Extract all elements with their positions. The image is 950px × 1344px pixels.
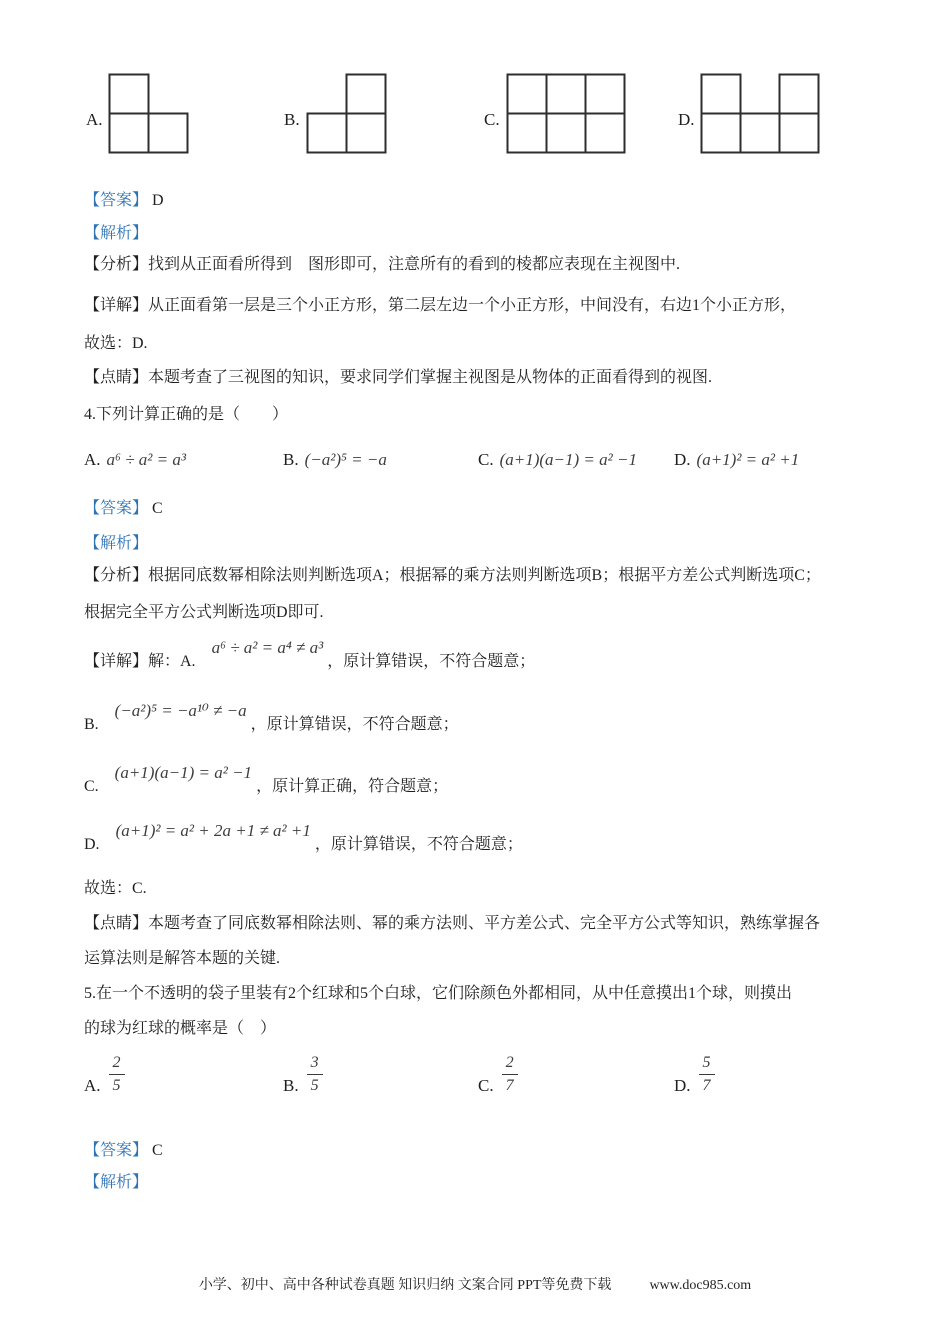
fraction-numerator: 3	[307, 1053, 323, 1075]
q4-detail-a-prefix: 【详解】解：A.	[84, 653, 196, 670]
q5-option-c-label: C.	[478, 1076, 494, 1095]
q5-answer-line	[84, 1140, 163, 1162]
q4-option-b-label: B.	[283, 450, 299, 469]
q5-option-a-fraction	[109, 1053, 125, 1096]
q3-guxuan-line: 故选：D.	[84, 335, 148, 352]
q4-option-d	[674, 448, 799, 472]
q5-jiexi-line	[84, 1172, 148, 1194]
q4-option-a-label: A.	[84, 450, 101, 469]
q4-dianjing-line1: 【点睛】本题考查了同底数幂相除法则、幂的乘方法则、平方差公式、完全平方公式等知识，熟练掌握各	[84, 915, 821, 932]
q4-answer-value: C	[152, 500, 163, 517]
q5-option-b-fraction	[307, 1053, 323, 1096]
q3-option-b	[284, 73, 387, 159]
q5-title-line2: 的球为红球的概率是（ ）	[84, 1020, 277, 1037]
fraction-numerator: 5	[699, 1053, 715, 1075]
q4-option-a-formula: a⁶ ÷ a² = a³	[106, 450, 186, 469]
q3-xiangjie-line: 【详解】从正面看第一层是三个小正方形，第二层左边一个小正方形，中间没有，右边1个小正方形，	[84, 297, 797, 314]
q5-option-c	[478, 1053, 518, 1096]
q3-answer-value: D	[152, 192, 164, 209]
q3-option-d	[678, 73, 820, 159]
q4-option-d-formula: (a+1)² = a² +1	[696, 450, 800, 469]
q4-answer-line	[84, 498, 163, 520]
q4-dianjing-line2: 运算法则是解答本题的关键.	[84, 950, 281, 967]
q4-detail-c-formula: (a+1)(a−1) = a² −1	[114, 763, 253, 782]
q3-option-d-figure	[700, 73, 820, 159]
answer-bracket-label: 【答案】	[84, 500, 149, 517]
q5-option-b	[283, 1053, 323, 1096]
q4-option-c	[478, 448, 637, 472]
q5-option-a-label: A.	[84, 1076, 101, 1095]
q4-detail-d	[84, 821, 523, 856]
q3-jiexi-line	[84, 223, 148, 245]
q4-option-b	[283, 448, 387, 472]
jiexi-bracket-label: 【解析】	[84, 225, 149, 242]
jiexi-bracket-label: 【解析】	[84, 535, 149, 552]
q4-detail-c-prefix: C.	[84, 778, 99, 795]
q4-detail-d-formula: (a+1)² = a² + 2a +1 ≠ a² +1	[115, 821, 311, 840]
q5-option-c-fraction	[502, 1053, 518, 1096]
q4-detail-a-formula: a⁶ ÷ a² = a⁴ ≠ a³	[211, 638, 324, 657]
q4-option-c-label: C.	[478, 450, 494, 469]
q4-option-d-label: D.	[674, 450, 691, 469]
q3-option-c-figure	[506, 73, 626, 159]
q4-detail-c-tail: ，原计算正确，符合题意；	[256, 778, 449, 795]
q4-detail-a-tail: ，原计算错误，不符合题意；	[327, 653, 536, 670]
q4-option-a	[84, 448, 186, 472]
answer-bracket-label: 【答案】	[84, 192, 149, 209]
q4-guxuan-line: 故选：C.	[84, 880, 147, 897]
q4-detail-a	[84, 638, 536, 673]
q5-option-d-fraction	[699, 1053, 715, 1096]
q3-option-d-label: D.	[678, 110, 695, 129]
q5-option-d	[674, 1053, 715, 1096]
q4-detail-d-tail: ，原计算错误，不符合题意；	[314, 836, 523, 853]
q3-option-b-figure	[306, 73, 387, 159]
q4-detail-b-prefix: B.	[84, 716, 99, 733]
q3-option-c	[484, 73, 626, 159]
q5-option-a	[84, 1053, 125, 1096]
q5-option-d-label: D.	[674, 1076, 691, 1095]
q4-jiexi-line	[84, 533, 148, 555]
fraction-numerator: 2	[502, 1053, 518, 1075]
q4-fenxi-line1: 【分析】根据同底数幂相除法则判断选项A；根据幂的乘方法则判断选项B；根据平方差公式判断选项C；	[84, 567, 821, 584]
q4-fenxi-line2: 根据完全平方公式判断选项D即可.	[84, 604, 324, 621]
answer-bracket-label: 【答案】	[84, 1142, 149, 1159]
q4-option-b-formula: (−a²)⁵ = −a	[304, 450, 387, 469]
q4-detail-b	[84, 701, 459, 736]
page-footer	[0, 1274, 950, 1294]
q3-dianjing-line: 【点睛】本题考查了三视图的知识，要求同学们掌握主视图是从物体的正面看得到的视图.	[84, 369, 713, 386]
fraction-denominator: 7	[505, 1077, 514, 1094]
footer-text: 小学、初中、高中各种试卷真题 知识归纳 文案合同 PPT等免费下载	[198, 1278, 612, 1293]
q3-option-c-label: C.	[484, 110, 500, 129]
q3-option-a-label: A.	[86, 110, 103, 129]
q3-option-a-figure	[108, 73, 189, 159]
fraction-denominator: 5	[310, 1077, 319, 1094]
fraction-denominator: 5	[112, 1077, 121, 1094]
fraction-numerator: 2	[109, 1053, 125, 1075]
q5-option-b-label: B.	[283, 1076, 299, 1095]
q4-detail-b-tail: ，原计算错误，不符合题意；	[250, 716, 459, 733]
q5-answer-value: C	[152, 1142, 163, 1159]
q5-title-line1: 5.在一个不透明的袋子里装有2个红球和5个白球，它们除颜色外都相同，从中任意摸出1个球，则摸出	[84, 985, 793, 1002]
q4-detail-c	[84, 763, 449, 798]
q3-answer-line	[84, 190, 164, 212]
q4-detail-b-formula: (−a²)⁵ = −a¹⁰ ≠ −a	[114, 701, 247, 720]
q3-fenxi-line: 【分析】找到从正面看所得到 图形即可，注意所有的看到的棱都应表现在主视图中.	[84, 256, 681, 273]
footer-url: www.doc985.com	[649, 1278, 752, 1293]
q3-option-a	[86, 73, 189, 159]
q4-detail-d-prefix: D.	[84, 836, 100, 853]
jiexi-bracket-label: 【解析】	[84, 1174, 149, 1191]
q4-title: 4.下列计算正确的是（ ）	[84, 406, 289, 423]
q3-option-b-label: B.	[284, 110, 300, 129]
q4-option-c-formula: (a+1)(a−1) = a² −1	[499, 450, 637, 469]
fraction-denominator: 7	[702, 1077, 711, 1094]
